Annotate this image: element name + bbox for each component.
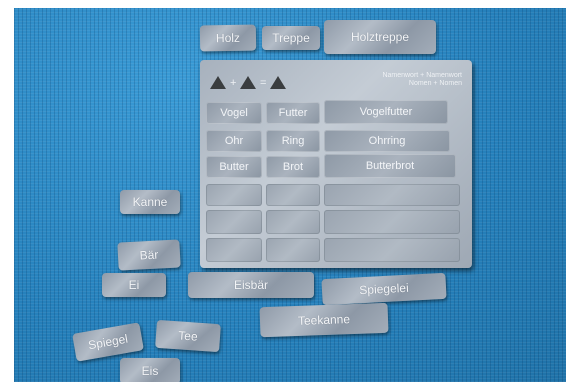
card-teekanne[interactable]: Teekanne — [260, 303, 389, 337]
triangle-symbol-3 — [270, 76, 286, 89]
board-header — [382, 72, 462, 88]
card-treppe[interactable]: Treppe — [262, 26, 320, 50]
empty-slot[interactable] — [266, 184, 320, 206]
cell-brot[interactable]: Brot — [266, 156, 320, 178]
cell-butter[interactable]: Butter — [206, 156, 262, 178]
empty-slot[interactable] — [324, 238, 460, 262]
card-ei[interactable]: Ei — [102, 273, 166, 297]
cell-vogel[interactable]: Vogel — [206, 102, 262, 124]
triangle-symbol-1 — [210, 76, 226, 89]
compound-word-board — [200, 60, 472, 268]
card-eis[interactable]: Eis — [120, 358, 180, 382]
empty-slot[interactable] — [206, 238, 262, 262]
empty-slot[interactable] — [324, 210, 460, 234]
cell-ohr[interactable]: Ohr — [206, 130, 262, 152]
card-kanne[interactable]: Kanne — [120, 190, 180, 214]
equals-symbol: = — [260, 77, 267, 89]
cell-vogelfutter[interactable]: Vogelfutter — [324, 100, 448, 124]
card-eisbaer[interactable]: Eisbär — [188, 272, 314, 298]
cell-butterbrot[interactable]: Butterbrot — [324, 154, 456, 178]
board-header-line1: Namenwort + Namenwort — [382, 72, 462, 79]
empty-slot[interactable] — [324, 184, 460, 206]
triangle-symbol-2 — [240, 76, 256, 89]
card-tee[interactable]: Tee — [155, 320, 221, 352]
card-baer[interactable]: Bär — [117, 239, 180, 270]
card-holz[interactable]: Holz — [200, 25, 256, 52]
empty-slot[interactable] — [206, 210, 262, 234]
cell-futter[interactable]: Futter — [266, 102, 320, 124]
card-spiegel[interactable]: Spiegel — [72, 322, 144, 361]
empty-slot[interactable] — [266, 210, 320, 234]
blue-mat-background — [14, 8, 566, 382]
cell-ohrring[interactable]: Ohrring — [324, 130, 450, 152]
empty-slot[interactable] — [206, 184, 262, 206]
card-holztreppe[interactable]: Holztreppe — [324, 20, 436, 54]
cell-ring[interactable]: Ring — [266, 130, 320, 152]
card-spiegelei[interactable]: Spiegelei — [321, 273, 446, 305]
board-header-line2: Nomen + Nomen — [408, 80, 462, 87]
plus-symbol: + — [230, 77, 237, 89]
empty-slot[interactable] — [266, 238, 320, 262]
